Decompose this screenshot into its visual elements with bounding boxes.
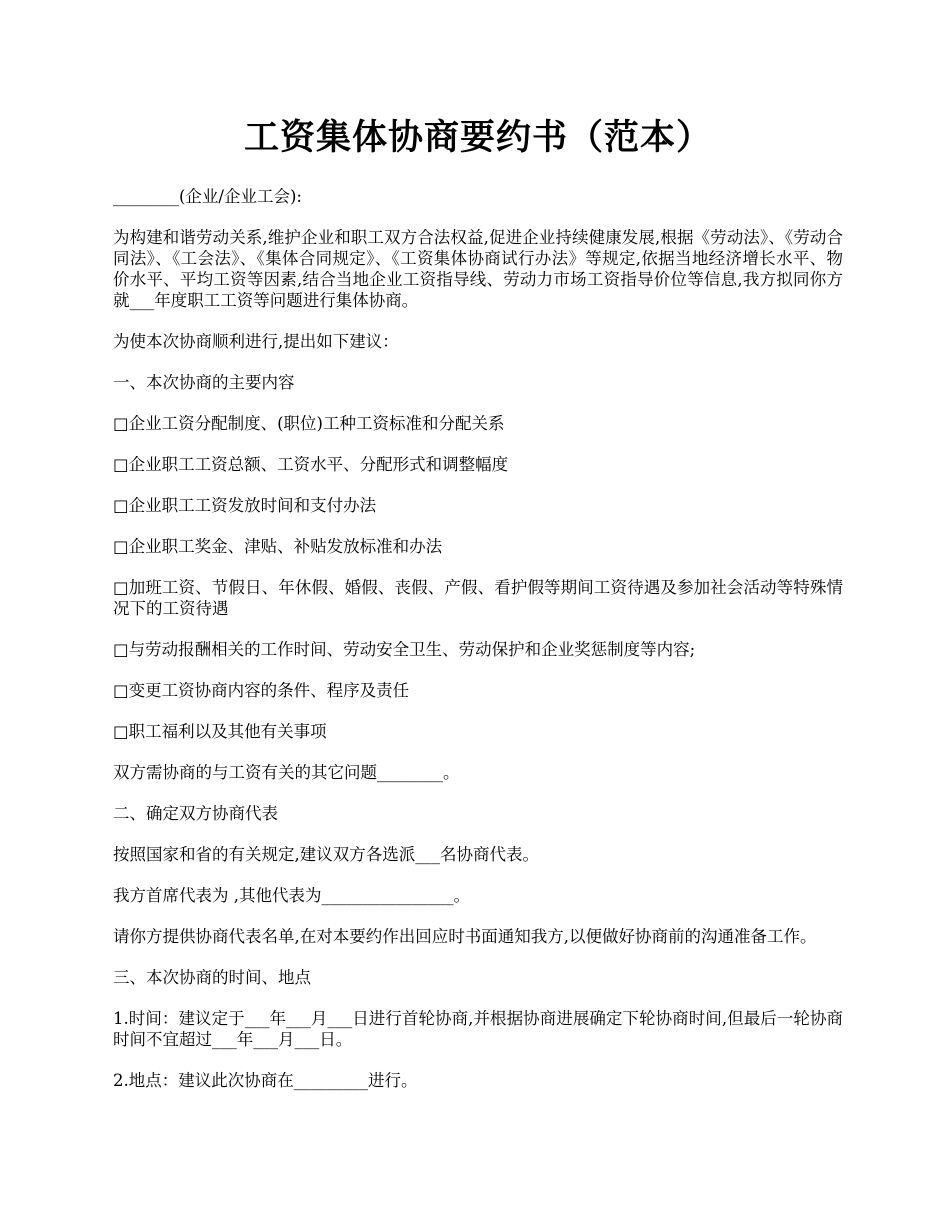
checkbox-item: □企业职工工资总额、工资水平、分配形式和调整幅度 [113,455,509,474]
checkbox-item: □职工福利以及其他有关事项 [113,722,327,741]
intro-paragraph: 为构建和谐劳动关系,维护企业和职工双方合法权益,促进企业持续健康发展,根据《劳动法》、《劳动合同法》、《工会法》、《集体合同规定》、《工资集体协商试行办法》等规定,依据当地经济增长水平、物价水平、平均工资等因素,结合当地企业工资指导线、劳动力市场工资指导价位等信息,我方拟同你方就___年度职工工资等问题进行集体协商。 [113,228,843,310]
section-heading-1: 一、本次协商的主要内容 [113,373,295,392]
location-clause: 2.地点：建议此次协商在_________进行。 [113,1071,418,1090]
time-clause: 1.时间：建议定于___年___月___日进行首轮协商,并根据协商进展确定下轮协商时间,但最后一轮协商时间不宜超过___年___月___日。 [113,1009,843,1049]
section-heading-3: 三、本次协商的时间、地点 [113,968,311,987]
checkbox-item: □企业工资分配制度、(职位)工种工资标准和分配关系 [113,414,505,433]
checkbox-item: □与劳动报酬相关的工作时间、劳动安全卫生、劳动保护和企业奖惩制度等内容; [113,640,696,659]
checkbox-item: □企业职工奖金、津贴、补贴发放标准和办法 [113,537,443,556]
checkbox-item: □变更工资协商内容的条件、程序及责任 [113,681,410,700]
proposal-lead: 为使本次协商顺利进行,提出如下建议： [113,332,399,351]
checkbox-item: □企业职工工资发放时间和支付办法 [113,496,377,515]
representatives-count: 按照国家和省的有关规定,建议双方各选派___名协商代表。 [113,845,539,864]
document-title: 工资集体协商要约书（范本） [243,117,712,158]
document-page [113,112,843,1111]
checkbox-item: □加班工资、节假日、年休假、婚假、丧假、产假、看护假等期间工资待遇及参加社会活动等特殊情况下的工资待遇 [113,578,843,618]
representatives-request: 请你方提供协商代表名单,在对本要约作出回应时书面通知我方,以便做好协商前的沟通准备工作。 [113,927,817,946]
other-issues-line: 双方需协商的与工资有关的其它问题________。 [113,763,460,782]
salutation: ________(企业/企业工会): [113,187,302,206]
section-heading-2: 二、确定双方协商代表 [113,804,278,823]
chief-representative: 我方首席代表为 ,其他代表为________________。 [113,886,470,905]
